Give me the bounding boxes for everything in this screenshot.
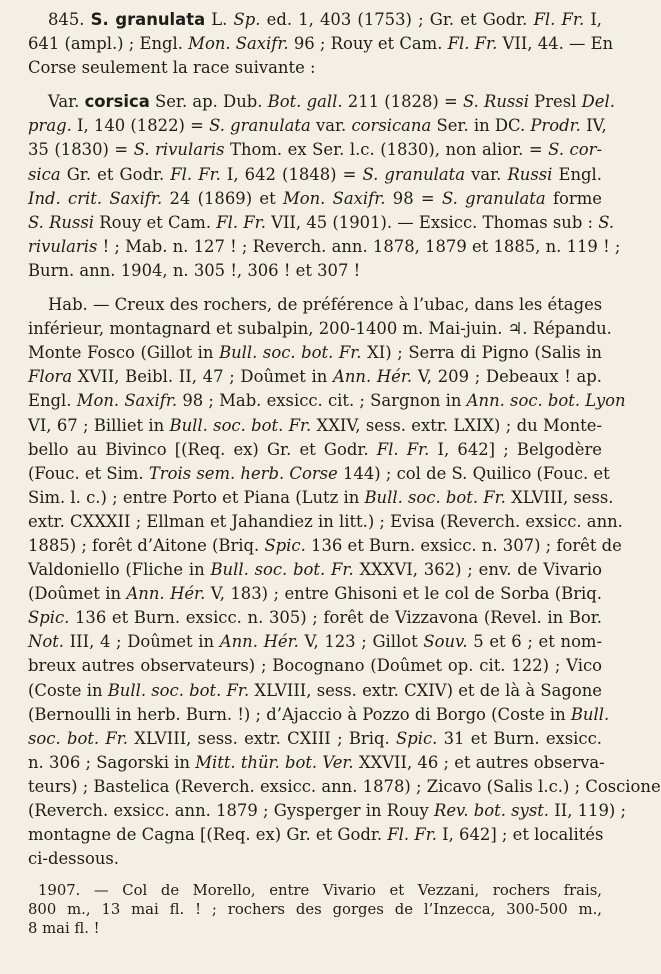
text-line: (Reverch. exsicc. ann. 1879 ; Gysperger in Rouy Rev. bot. syst. II, 119) ; xyxy=(28,801,627,820)
species-entry xyxy=(28,8,614,80)
text-line: bello au Bivinco [(Req. ex) Gr. et Godr. Fl. Fr. I, 642] ; Belgodère xyxy=(28,439,602,459)
text-line: 641 (ampl.) ; Engl. Mon. Saxifr. 96 ; Rouy et Cam. Fl. Fr. VII, 44. — En xyxy=(28,34,614,54)
text-line: ci-dessous. xyxy=(28,849,120,869)
text-line: inférieur, montagnard et subalpin, 200-1400 m. Mai-juin. ♃. Répandu. xyxy=(28,319,612,339)
text-line: Sim. l. c.) ; entre Porto et Piana (Lutz in Bull. soc. bot. Fr. XLVIII, sess. xyxy=(28,487,614,507)
note-1907 xyxy=(28,881,602,938)
text-line: prag. I, 140 (1822) = S. granulata var. corsicana Ser. in DC. Prodr. IV, xyxy=(28,116,607,136)
text-line: Hab. — Creux des rochers, de préférence à l’ubac, dans les étages xyxy=(48,295,603,315)
text-line: Ind. crit. Saxifr. 24 (1869) et Mon. Saxifr. 98 = S. granulata forme xyxy=(28,188,602,208)
text-line: Spic. 136 et Burn. exsicc. n. 305) ; forêt de Vizzavona (Revel. in Bor. xyxy=(28,608,602,628)
text-line: (Bernoulli in herb. Burn. !) ; d’Ajaccio à Pozzo di Borgo (Coste in Bull. xyxy=(28,704,610,724)
text-line: teurs) ; Bastelica (Reverch. exsicc. ann. 1878) ; Zicavo (Salis l.c.) ; Coscione xyxy=(28,776,661,796)
text-line: (Doûmet in Ann. Hér. V, 183) ; entre Ghisoni et le col de Sorba (Briq. xyxy=(28,584,602,604)
text-line: Corse seulement la race suivante : xyxy=(28,58,316,78)
text-line: Var. corsica Ser. ap. Dub. Bot. gall. 211 (1828) = S. Russi Presl Del. xyxy=(48,92,615,112)
text-line: (Fouc. et Sim. Trois sem. herb. Corse 144) ; col de S. Quilico (Fouc. et xyxy=(28,463,610,483)
text-line: 800 m., 13 mai fl. ! ; rochers des gorges de l’Inzecca, 300-500 m., xyxy=(28,901,602,919)
text-line: 35 (1830) = S. rivularis Thom. ex Ser. l.c. (1830), non alior. = S. cor- xyxy=(28,140,602,160)
text-line: rivularis ! ; Mab. n. 127 ! ; Reverch. ann. 1878, 1879 et 1885, n. 119 ! ; xyxy=(28,236,621,256)
text-line: Monte Fosco (Gillot in Bull. soc. bot. Fr. XI) ; Serra di Pigno (Salis in xyxy=(28,343,602,363)
habitat-paragraph xyxy=(28,293,661,871)
text-line: 1907. — Col de Morello, entre Vivario et Vezzani, rochers frais, xyxy=(38,882,602,900)
text-line: Engl. Mon. Saxifr. 98 ; Mab. exsicc. cit. ; Sargnon in Ann. soc. bot. Lyon xyxy=(28,391,626,411)
text-line: 1885) ; forêt d’Aitone (Briq. Spic. 136 et Burn. exsicc. n. 307) ; forêt de xyxy=(28,535,622,555)
text-line: Not. III, 4 ; Doûmet in Ann. Hér. V, 123 ; Gillot Souv. 5 et 6 ; et nom- xyxy=(28,632,603,652)
text-line: 845. S. granulata L. Sp. ed. 1, 403 (1753) ; Gr. et Godr. Fl. Fr. I, xyxy=(48,10,603,29)
variety-paragraph xyxy=(28,90,621,283)
text-line: 8 mai fl. ! xyxy=(28,920,100,938)
text-line: n. 306 ; Sagorski in Mitt. thür. bot. Ver. XXVII, 46 ; et autres observa- xyxy=(28,752,605,772)
text-line: Burn. ann. 1904, n. 305 !, 306 ! et 307 ! xyxy=(28,260,361,280)
text-line: breux autres observateurs) ; Bocognano (Doûmet op. cit. 122) ; Vico xyxy=(28,656,602,676)
text-line: extr. CXXXII ; Ellman et Jahandiez in litt.) ; Evisa (Reverch. exsicc. ann. xyxy=(28,511,623,531)
text-line: Flora XVII, Beibl. II, 47 ; Doûmet in Ann. Hér. V, 209 ; Debeaux ! ap. xyxy=(28,367,602,387)
text-line: VI, 67 ; Billiet in Bull. soc. bot. Fr. XXIV, sess. extr. LXIX) ; du Monte- xyxy=(28,415,602,435)
text-line: S. Russi Rouy et Cam. Fl. Fr. VII, 45 (1901). — Exsicc. Thomas sub : S. xyxy=(28,212,615,232)
text-line: soc. bot. Fr. XLVIII, sess. extr. CXIII ; Briq. Spic. 31 et Burn. exsicc. xyxy=(28,728,602,748)
text-line: montagne de Cagna [(Req. ex) Gr. et Godr. Fl. Fr. I, 642] ; et localités xyxy=(28,825,604,845)
text-line: Valdoniello (Fliche in Bull. soc. bot. Fr. XXXVI, 362) ; env. de Vivario xyxy=(28,560,602,580)
text-line: (Coste in Bull. soc. bot. Fr. XLVIII, sess. extr. CXIV) et de là à Sagone xyxy=(28,680,602,700)
text-line: sica Gr. et Godr. Fl. Fr. I, 642 (1848) = S. granulata var. Russi Engl. xyxy=(28,164,602,184)
